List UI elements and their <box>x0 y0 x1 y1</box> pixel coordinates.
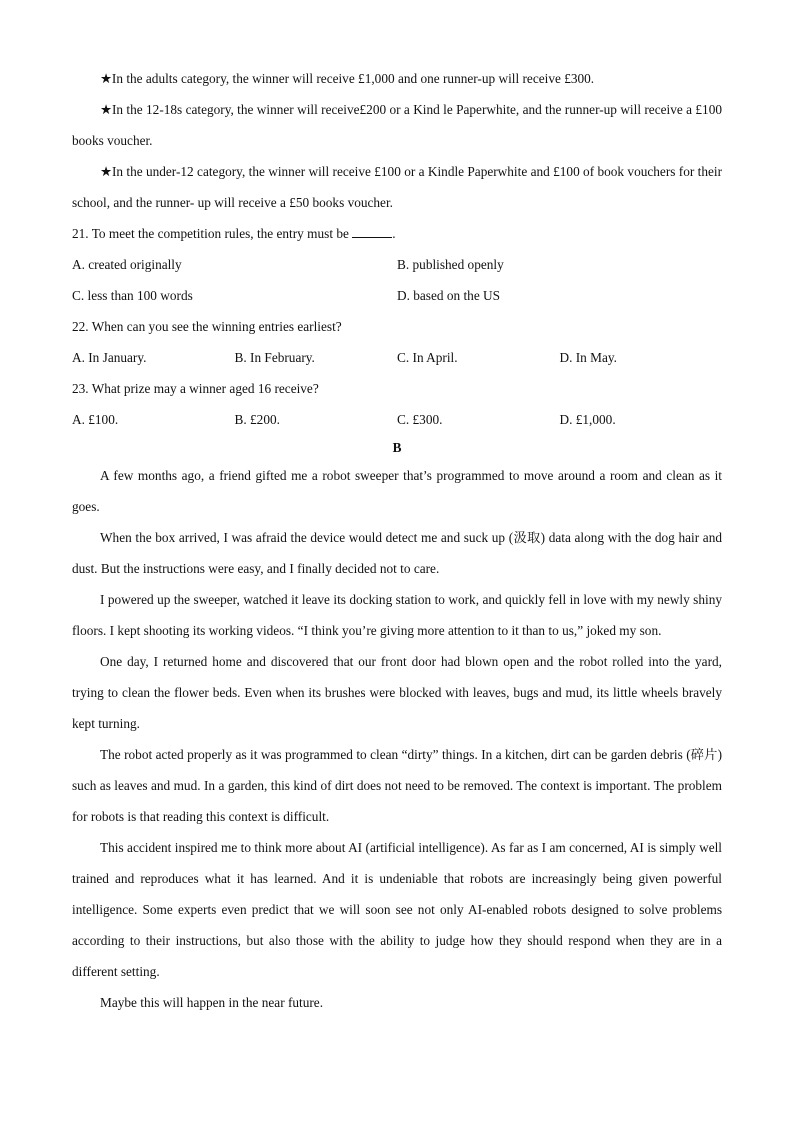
passage-paragraph: A few months ago, a friend gifted me a robot sweeper that’s programmed to move around a room and clean as it goes. <box>72 468 722 514</box>
option-21-b: B. published openly <box>397 257 504 272</box>
passage-paragraph: The robot acted properly as it was programmed to clean “dirty” things. In a kitchen, dirt can be garden debris (碎片) such as leaves and mud. In a garden, this kind of dirt does not need to be removed. The context is important. The problem for robots is that reading this context is difficult. <box>72 747 722 824</box>
question-21-end: . <box>392 226 396 241</box>
option-21-c: C. less than 100 words <box>72 288 193 303</box>
prize-adults: ★In the adults category, the winner will receive £1,000 and one runner-up will receive £300. <box>100 71 595 86</box>
passage-paragraph: When the box arrived, I was afraid the device would detect me and suck up (汲取) data along with the dog hair and dust. But the instructions were easy, and I finally decided not to care. <box>72 530 722 576</box>
option-22-a: A. In January. <box>72 350 147 365</box>
passage-paragraph: I powered up the sweeper, watched it leave its docking station to work, and quickly fell in love with my newly shiny floors. I kept shooting its working videos. “I think you’re giving more attention to it than to us,” joked my son. <box>72 592 722 638</box>
question-23: 23. What prize may a winner aged 16 receive? <box>72 381 319 396</box>
option-22-b: B. In February. <box>234 350 315 365</box>
prize-under-12: ★In the under-12 category, the winner will receive £100 or a Kindle Paperwhite and £100 of book vouchers for their school, and the runner- up will receive a £50 books voucher. <box>72 164 722 210</box>
question-22-options <box>72 342 722 373</box>
question-21 <box>72 218 722 249</box>
document-page <box>72 63 722 1018</box>
option-21-a: A. created originally <box>72 257 182 272</box>
option-21-d: D. based on the US <box>397 288 501 303</box>
option-23-b: B. £200. <box>234 412 280 427</box>
question-21-stem: 21. To meet the competition rules, the entry must be <box>72 226 353 241</box>
passage-paragraph: One day, I returned home and discovered that our front door had blown open and the robot rolled into the yard, trying to clean the flower beds. Even when its brushes were blocked with leaves, bugs and mud, its little wheels bravely kept turning. <box>72 654 722 731</box>
option-22-d: D. In May. <box>559 350 617 365</box>
passage-paragraph: This accident inspired me to think more about AI (artificial intelligence). As far as I am concerned, AI is simply well trained and reproduces what it has learned. And it is undeniable that robots are increasingly being given powerful intelligence. Some experts even predict that we will soon see not only AI-enabled robots designed to solve problems according to their instructions, but also those with the ability to judge how they should respond when they are in a different setting. <box>72 840 722 979</box>
question-22: 22. When can you see the winning entries earliest? <box>72 319 342 334</box>
passage-paragraph: Maybe this will happen in the near future. <box>100 995 324 1010</box>
section-heading: B <box>392 440 402 455</box>
option-23-c: C. £300. <box>397 412 443 427</box>
option-23-d: D. £1,000. <box>559 412 616 427</box>
answer-blank <box>352 225 392 238</box>
question-21-options-row-2 <box>72 280 722 311</box>
option-22-c: C. In April. <box>397 350 458 365</box>
question-23-options <box>72 404 722 435</box>
question-21-options-row-1 <box>72 249 722 280</box>
option-23-a: A. £100. <box>72 412 119 427</box>
prize-12-18s: ★In the 12-18s category, the winner will receive£200 or a Kind le Paperwhite, and the runner-up will receive a £100 books voucher. <box>72 102 722 148</box>
